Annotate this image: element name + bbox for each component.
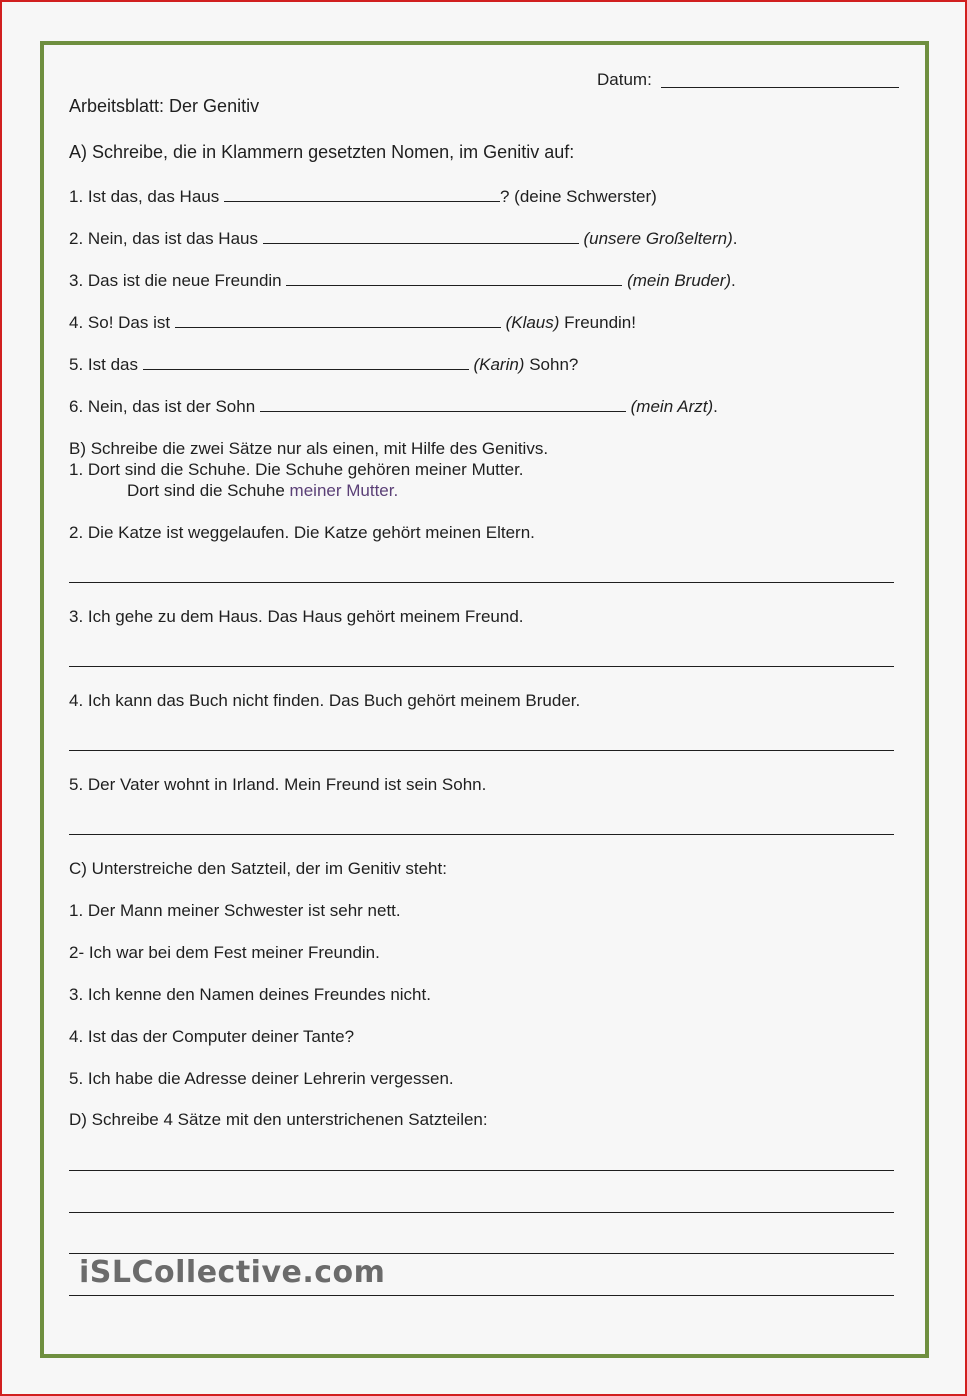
answer-line: [69, 834, 894, 835]
section-c-item-1: 1. Der Mann meiner Schwester ist sehr nett.: [69, 901, 401, 920]
section-a-item-6: 6. Nein, das ist der Sohn (mein Arzt).: [69, 397, 718, 416]
answer-line: [69, 1212, 894, 1213]
section-a-item-1: 1. Ist das, das Haus ? (deine Schwerster): [69, 187, 657, 206]
answer-line: [69, 582, 894, 583]
section-c-item-3: 3. Ich kenne den Namen deines Freundes nicht.: [69, 985, 431, 1004]
date-label: Datum:: [597, 70, 652, 89]
site-watermark: iSLCollective.com: [79, 1255, 386, 1290]
section-a-item-3: 3. Das ist die neue Freundin (mein Bruder).: [69, 271, 736, 290]
section-b-task-5: 5. Der Vater wohnt in Irland. Mein Freund ist sein Sohn.: [69, 775, 487, 794]
section-c-heading: C) Unterstreiche den Satzteil, der im Genitiv steht:: [69, 859, 447, 878]
answer-blank: [224, 187, 500, 202]
section-c-item-2: 2- Ich war bei dem Fest meiner Freundin.: [69, 943, 380, 962]
genitive-highlight: meiner Mutter: [289, 481, 394, 500]
section-a-heading: A) Schreibe, die in Klammern gesetzten Nomen, im Genitiv auf:: [69, 142, 575, 162]
section-d-heading: D) Schreibe 4 Sätze mit den unterstrichenen Satzteilen:: [69, 1110, 488, 1129]
section-b-example-answer: Dort sind die Schuhe meiner Mutter.: [127, 481, 399, 500]
section-a-item-2: 2. Nein, das ist das Haus (unsere Großeltern).: [69, 229, 738, 248]
section-a-item-4: 4. So! Das ist (Klaus) Freundin!: [69, 313, 636, 332]
section-c-item-5: 5. Ich habe die Adresse deiner Lehrerin vergessen.: [69, 1069, 454, 1088]
worksheet-title: Arbeitsblatt: Der Genitiv: [69, 96, 260, 116]
section-b-task-3: 3. Ich gehe zu dem Haus. Das Haus gehört meinem Freund.: [69, 607, 524, 626]
answer-line: [69, 1170, 894, 1171]
answer-blank: [143, 355, 469, 370]
answer-line: [69, 750, 894, 751]
section-b-example-task: 1. Dort sind die Schuhe. Die Schuhe gehören meiner Mutter.: [69, 460, 524, 479]
section-b-heading: B) Schreibe die zwei Sätze nur als einen, mit Hilfe des Genitivs.: [69, 439, 549, 458]
answer-blank: [175, 313, 501, 328]
section-a-item-5: 5. Ist das (Karin) Sohn?: [69, 355, 579, 374]
section-b-task-4: 4. Ich kann das Buch nicht finden. Das Buch gehört meinem Bruder.: [69, 691, 581, 710]
answer-line: [69, 1253, 894, 1254]
answer-blank: [263, 229, 579, 244]
answer-line: [69, 1295, 894, 1296]
answer-blank: [286, 271, 622, 286]
date-blank-line: [661, 87, 899, 88]
answer-blank: [260, 397, 626, 412]
section-c-item-4: 4. Ist das der Computer deiner Tante?: [69, 1027, 355, 1046]
section-b-task-2: 2. Die Katze ist weggelaufen. Die Katze gehört meinen Eltern.: [69, 523, 535, 542]
answer-line: [69, 666, 894, 667]
